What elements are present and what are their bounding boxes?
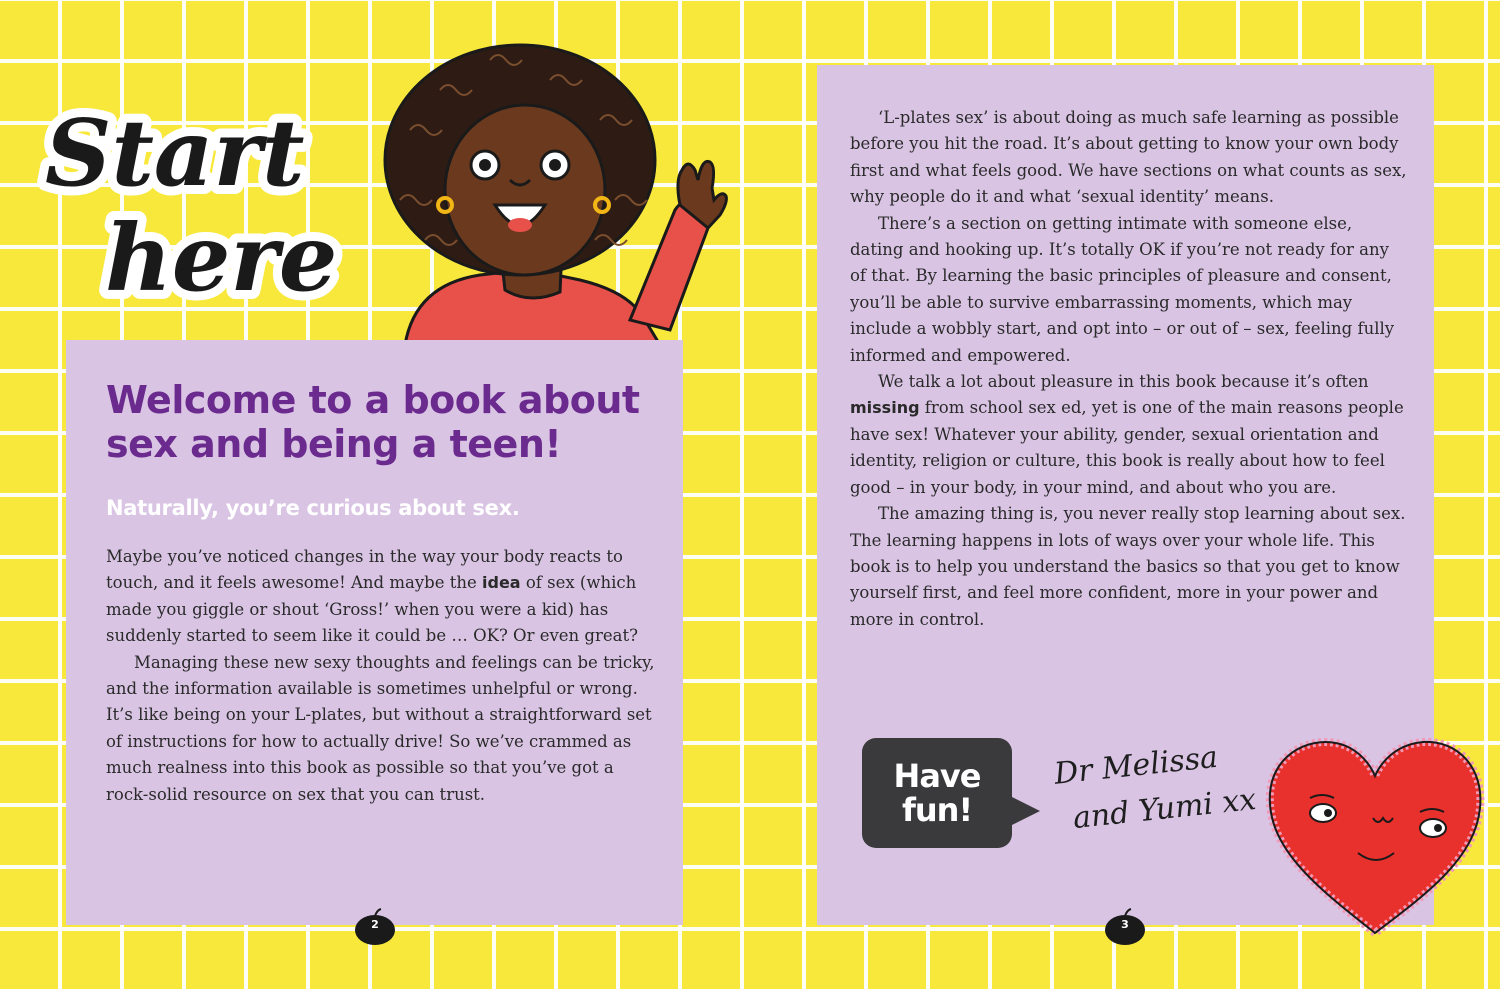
page-headline: Welcome to a book about sex and being a teen!	[106, 378, 640, 466]
start-here-lettering	[35, 85, 355, 315]
waving-girl-illustration	[330, 30, 750, 345]
keyword-missing: missing	[850, 398, 920, 418]
heart-character-illustration	[1258, 728, 1492, 943]
title-line-start: Start	[45, 99, 305, 207]
left-paragraph-1: Maybe you’ve noticed changes in the way your body reacts to touch, and it feels awesome! And maybe the idea of sex (which made you giggle or shout ‘Gross!’ when you were a kid) has suddenly started to seem like it could be … OK? Or even great?	[106, 547, 638, 646]
keyword-idea: idea	[482, 573, 521, 593]
page-subhead: Naturally, you’re curious about sex.	[106, 496, 520, 520]
left-body-text	[106, 544, 661, 808]
bubble-text: Have fun!	[893, 757, 981, 829]
speech-bubble	[862, 738, 1012, 848]
right-paragraph-2: There’s a section on getting intimate with someone else, dating and hooking up. It’s totally OK if you’re not ready for any of that. By learning the basic principles of pleasure and consent, you’ll be able to survive embarrassing moments, which may include a wobbly start, and opt into – or out of – sex, feeling fully informed and empowered.	[850, 213, 1395, 365]
right-paragraph-4: The amazing thing is, you never really stop learning about sex. The learning happens in lots of ways over your whole life. This book is to help you understand the basics so that you get to know yourself first, and feel more confident, more in your power and more in control.	[850, 504, 1406, 629]
right-body-text	[850, 105, 1410, 633]
page-number-right: 3	[1104, 907, 1146, 945]
right-paragraph-3: We talk a lot about pleasure in this book because it’s often missing from school sex ed, yet is one of the main reasons people have sex! Whatever your ability, gender, sexual orientation and identity, religion or culture, this book is really about how to feel good – in your body, in your mind, and about who you are.	[850, 372, 1404, 497]
title-line-here: here	[105, 204, 338, 312]
speech-bubble-tail	[1008, 795, 1040, 827]
page-number-left: 2	[354, 907, 396, 945]
left-paragraph-2: Managing these new sexy thoughts and feelings can be tricky, and the information available is sometimes unhelpful or wrong. It’s like being on your L-plates, but without a straightforward set of instructions for how to actually drive! So we’ve crammed as much realness into this book as possible so that you’ve got a rock-solid resource on sex that you can trust.	[106, 652, 655, 804]
right-paragraph-1: ‘L-plates sex’ is about doing as much safe learning as possible before you hit the road. It’s about getting to know your own body first and what feels good. We have sections on what counts as sex, why people do it and what ‘sexual identity’ means.	[850, 108, 1407, 207]
signature-line-2: and Yumi xx	[1071, 782, 1258, 837]
signature-line-1: Dr Melissa	[1052, 739, 1220, 792]
